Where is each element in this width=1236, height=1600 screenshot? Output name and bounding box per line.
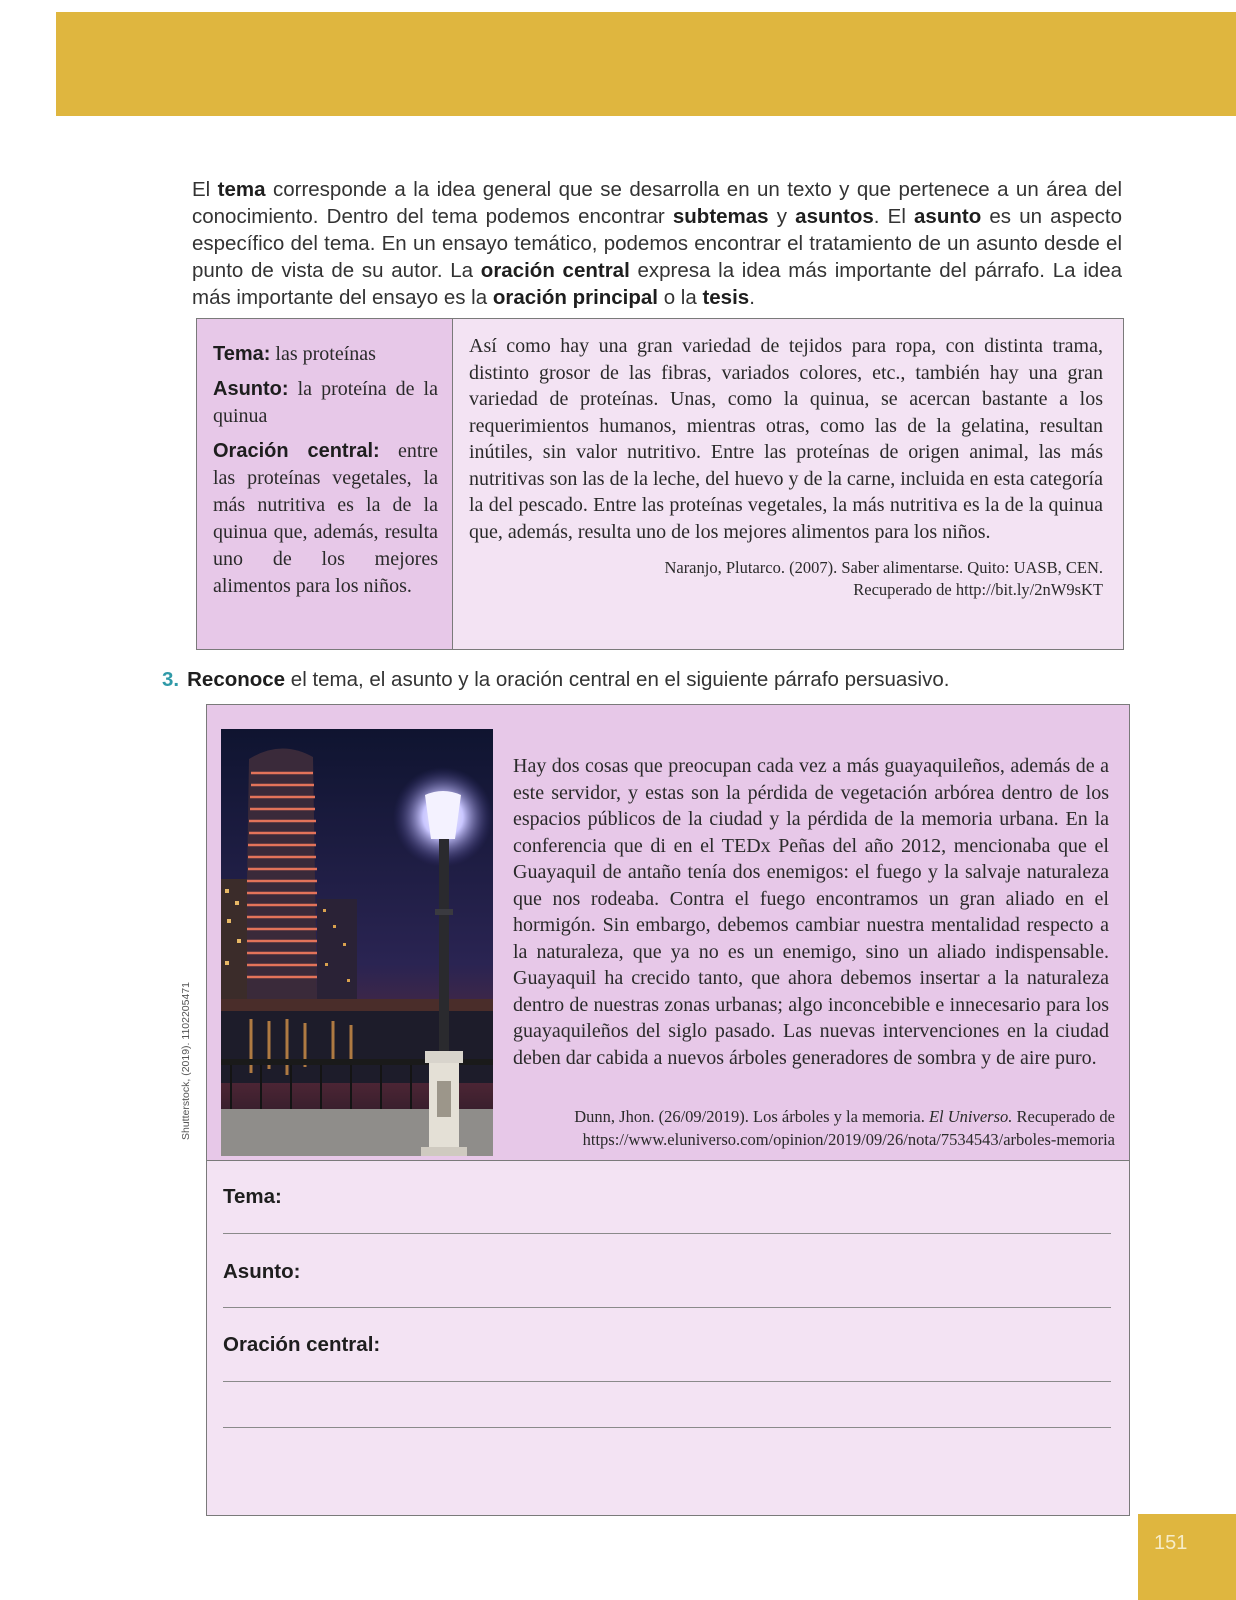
question-3: 3. Reconoce el tema, el asunto y la oración central en el siguiente párrafo persuasivo. (162, 668, 950, 691)
exercise-box (206, 704, 1130, 1516)
city-night-photo (221, 729, 493, 1156)
example-analysis (197, 319, 453, 649)
tema-label: Tema: (223, 1185, 282, 1208)
exercise-passage: Hay dos cosas que preocupan cada vez a más guayaquileños, además de a este servidor, y estas son la pérdida de vegetación arbórea dentro de los espacios públicos de la ciudad y la pérdida de la memoria urbana. En la conferencia que di en el TEDx Peñas del año 2012, mencionaba que el Guayaquil de antaño tenía dos enemigos: el fuego y la salvaje naturaleza que nos rodeaba. Contra el fuego encontramos un gran aliado en el hormigón. Sin embargo, debemos cambiar nuestra mentalidad respecto a la naturaleza, que ya no es un enemigo, sino un aliado indispensable. Guayaquil ha crecido tanto, que ahora debemos insertar a la naturaleza dentro de nuestras zonas urbanas; algo inconcebible e innecesario para los guayaquileños del siglo pasado. Las nuevas intervenciones en la ciudad deben dar cabida a nuevos árboles generadores de sombra y de aire puro. (513, 755, 1109, 1069)
example-tema: Tema: las proteínas (213, 343, 376, 365)
oracion-central-label: Oración central: (223, 1333, 381, 1356)
page-number: 151 (1138, 1514, 1236, 1600)
tema-answer-line[interactable] (223, 1233, 1111, 1234)
example-oracion-central: Oración central: entre las proteínas vegetales, la más nutritiva es la de la quinua que, además, resulta uno de los mejores alimentos para los niños. (213, 440, 438, 597)
example-passage (453, 319, 1123, 649)
oracion-central-answer-line-1[interactable] (223, 1381, 1111, 1382)
example-box (196, 318, 1124, 650)
exercise-reading-area (207, 705, 1129, 1161)
oracion-central-answer-line-2[interactable] (223, 1427, 1111, 1428)
exercise-citation: Dunn, Jhon. (26/09/2019). Los árboles y la memoria. El Universo. Recuperado de https://www.eluniverso.com/opinion/2019/09/26/nota/7534543/arboles-memoria (574, 1107, 1115, 1149)
example-asunto: Asunto: la proteína de la quinua (213, 378, 438, 427)
intro-paragraph: El tema corresponde a la idea general que se desarrolla en un texto y que pertenece a un área del conocimiento. Dentro del tema podemos encontrar subtemas y asuntos. El asunto es un aspecto específico del tema. En un ensayo temático, podemos encontrar el tratamiento de un asunto desde el punto de vista de su autor. La oración central expresa la idea más importante del párrafo. La idea más importante del ensayo es la oración principal o la tesis. (192, 178, 1122, 309)
example-passage-text: Así como hay una gran variedad de tejidos para ropa, con distinta trama, distinto grosor de las fibras, variados colores, etc., también hay una gran variedad de proteínas. Unas, como la quinua, se acercan bastante a los requerimientos humanos, mientras otras, como las de la gelatina, resultan inútiles, sin valor nutritivo. Entre las proteínas de origen animal, las más nutritivas son las de la leche, del huevo y de la carne, incluida en esta categoría la del pescado. Entre las proteínas vegetales, la más nutritiva es la de la quinua que, además, resulta uno de los mejores alimentos para los niños. (469, 335, 1103, 543)
example-citation: Naranjo, Plutarco. (2007). Saber alimentarse. Quito: UASB, CEN. Recuperado de http://bit.ly/2nW9sKT (664, 558, 1103, 599)
photo-credit: Shutterstock, (2019). 1102205471 (180, 982, 192, 1140)
asunto-answer-line[interactable] (223, 1307, 1111, 1308)
asunto-label: Asunto: (223, 1260, 301, 1283)
question-number: 3. (162, 668, 180, 691)
header-color-band (56, 12, 1236, 116)
